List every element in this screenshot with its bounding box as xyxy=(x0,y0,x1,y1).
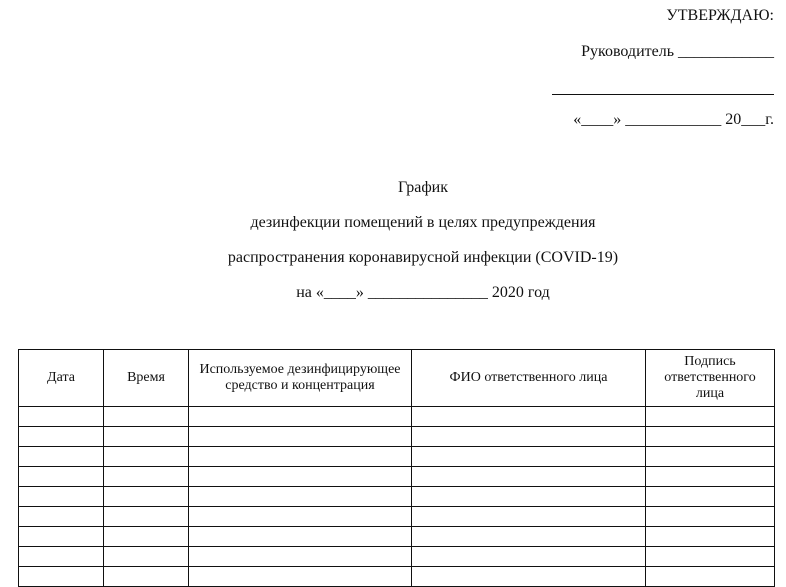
date-cell xyxy=(19,487,104,507)
signature-cell xyxy=(646,527,775,547)
disinfection-schedule-table xyxy=(18,349,775,587)
disinfectant-cell xyxy=(189,447,412,467)
date-cell xyxy=(19,407,104,427)
date-cell xyxy=(19,507,104,527)
signature-cell xyxy=(646,507,775,527)
date-cell xyxy=(19,547,104,567)
disinfectant-cell xyxy=(189,487,412,507)
responsible-name-cell xyxy=(412,527,646,547)
signature-cell xyxy=(646,567,775,587)
column-header-disinfectant: Используемое дезинфицирующее средство и концентрация xyxy=(189,350,412,407)
approval-head-signature-line: Руководитель ____________ xyxy=(581,43,774,60)
table-row xyxy=(19,407,775,427)
column-header-time: Время xyxy=(104,350,189,407)
disinfectant-cell xyxy=(189,527,412,547)
responsible-name-cell xyxy=(412,427,646,447)
signature-cell xyxy=(646,467,775,487)
time-cell xyxy=(104,447,189,467)
responsible-name-cell xyxy=(412,507,646,527)
column-header-signature: Подпись ответственного лица xyxy=(646,350,775,407)
date-cell xyxy=(19,527,104,547)
time-cell xyxy=(104,407,189,427)
signature-cell xyxy=(646,427,775,447)
document-subtitle-line-2: распространения коронавирусной инфекции (COVID-19) xyxy=(227,249,619,266)
time-cell xyxy=(104,507,189,527)
date-cell xyxy=(19,567,104,587)
table-row xyxy=(19,567,775,587)
responsible-name-cell xyxy=(412,407,646,427)
time-cell xyxy=(104,547,189,567)
table-row xyxy=(19,507,775,527)
column-header-date: Дата xyxy=(19,350,104,407)
responsible-name-cell xyxy=(412,467,646,487)
table-header-row xyxy=(19,350,775,407)
time-cell xyxy=(104,467,189,487)
table-row xyxy=(19,487,775,507)
signature-cell xyxy=(646,547,775,567)
responsible-name-cell xyxy=(412,487,646,507)
document-subtitle-line-1: дезинфекции помещений в целях предупреждения xyxy=(250,214,596,231)
signature-cell xyxy=(646,407,775,427)
approval-title: УТВЕРЖДАЮ: xyxy=(666,7,774,24)
date-cell xyxy=(19,447,104,467)
signature-cell xyxy=(646,447,775,467)
column-header-responsible-name: ФИО ответственного лица xyxy=(412,350,646,407)
time-cell xyxy=(104,527,189,547)
table-row xyxy=(19,427,775,447)
disinfectant-cell xyxy=(189,547,412,567)
table-row xyxy=(19,467,775,487)
date-cell xyxy=(19,467,104,487)
disinfectant-cell xyxy=(189,507,412,527)
table-row xyxy=(19,447,775,467)
responsible-name-cell xyxy=(412,567,646,587)
time-cell xyxy=(104,567,189,587)
disinfectant-cell xyxy=(189,567,412,587)
disinfectant-cell xyxy=(189,407,412,427)
table-row xyxy=(19,527,775,547)
table-row xyxy=(19,547,775,567)
document-title: График xyxy=(397,179,449,196)
approval-date-line: «____» ____________ 20___г. xyxy=(573,111,774,128)
document-period-line: на «____» _______________ 2020 год xyxy=(296,284,550,301)
approval-blank-line xyxy=(552,78,774,95)
disinfectant-cell xyxy=(189,467,412,487)
responsible-name-cell xyxy=(412,447,646,467)
date-cell xyxy=(19,427,104,447)
time-cell xyxy=(104,427,189,447)
time-cell xyxy=(104,487,189,507)
disinfectant-cell xyxy=(189,427,412,447)
signature-cell xyxy=(646,487,775,507)
responsible-name-cell xyxy=(412,547,646,567)
